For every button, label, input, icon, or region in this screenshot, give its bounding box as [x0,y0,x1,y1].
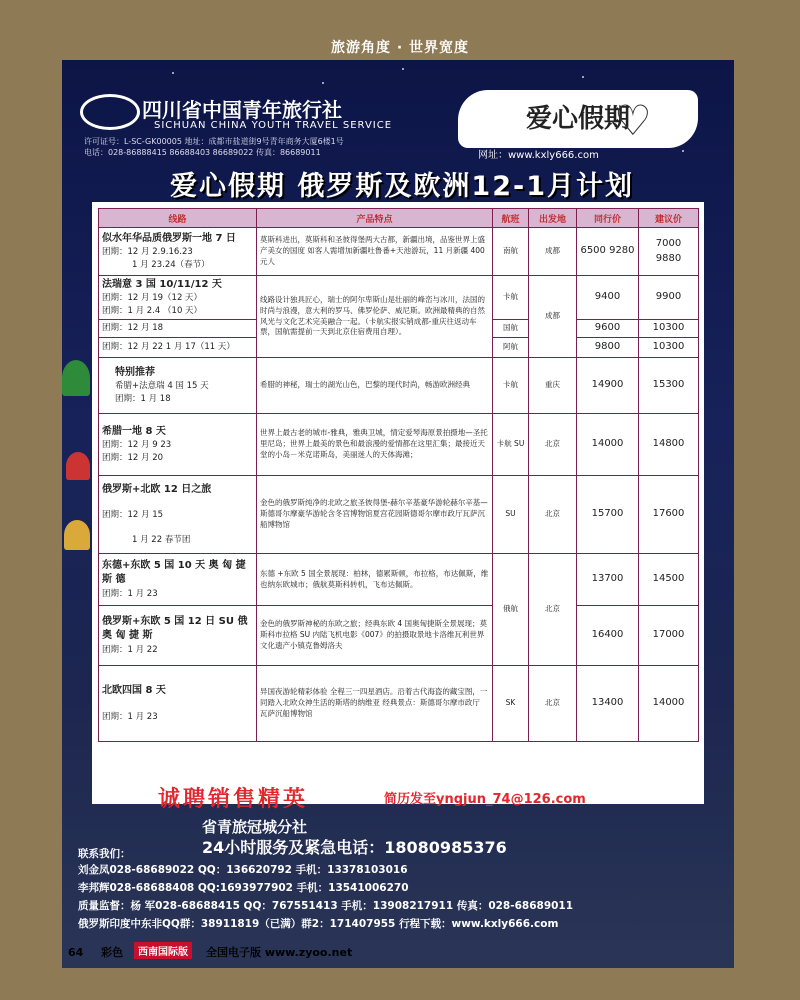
departure-dates: 1 月 23.24（春节） [132,259,210,270]
brand-logo: 爱心假期 [458,90,698,148]
license-line: 许可证号：L-SC-GK00005 地址：成都市盐道街9号青年商务大厦6楼1号 [84,137,344,146]
suggested-price-cell: 17600 [639,476,699,554]
dome-decoration [64,520,90,550]
departure-dates: 团期：1 月 23 [102,711,158,722]
dome-decoration [66,452,90,480]
departure-cell: 北京 [529,414,577,476]
edition-link[interactable]: 全国电子版 www.zyoo.net [206,946,353,959]
route-cell [99,554,257,606]
departure-cell: 北京 [529,554,577,666]
route-title: 俄罗斯+北欧 12 日之旅 [102,483,212,495]
table-header-row [99,209,699,228]
column-header: 同行价 [577,209,639,228]
peer-price-cell: 9600 [577,320,639,338]
departure-cell: 北京 [529,476,577,554]
contact-label: 联系我们： [78,848,131,860]
contact-line: 刘金凤028-68689022 QQ：136620792 手机：13378103016 [78,864,408,876]
schedule-table [98,208,699,742]
column-header: 产品特点 [257,209,493,228]
org-name-en: SICHUAN CHINA YOUTH TRAVEL SERVICE [154,120,393,131]
route-title: 法瑞意 3 国 10/11/12 天 [102,278,222,290]
star-decoration [322,82,324,84]
table-row [99,414,699,476]
departure-dates: 团期：1 月 22 [102,644,158,655]
flight-cell: 南航 [493,228,529,276]
route-title: 特别推荐 [115,366,155,378]
table-row [99,606,699,666]
table-row [99,358,699,414]
star-decoration [172,72,174,74]
suggested-price-cell: 15300 [639,358,699,414]
departure-cell: 重庆 [529,358,577,414]
features-cell: 金色的俄罗斯神秘的东欧之旅；经典东欧 4 国奥匈捷斯全景展现；莫斯科市拉格 SU 内陆飞机电影《007》的拍摄取景地卡洛维瓦利世界文化遗产小镇克鲁姆洛夫 [257,606,493,666]
suggested-price-cell: 10300 [639,338,699,358]
poster [62,60,734,968]
features-cell: 异国夜游轮精彩体验 全程三一四星酒店。沿着古代海盗的藏宝图，一同踏入北欧众神生活的斯塔的纳维亚 经典景点：斯德哥尔摩市政厅 瓦萨沉船博物馆 [257,666,493,742]
route-title: 北欧四国 8 天 [102,684,166,696]
dome-decoration [62,360,90,396]
peer-price-cell: 6500 9280 [577,228,639,276]
departure-dates: 团期：1 月 18 [115,393,171,404]
suggested-price-cell: 14800 [639,414,699,476]
departure-dates: 1 月 22 春节团 [132,535,191,546]
suggested-price-cell: 17000 [639,606,699,666]
schedule-table-panel [92,202,704,804]
route-cell [99,476,257,554]
flight-cell: 阿航 [493,338,529,358]
departure-dates: 团期：12 月 15 [102,510,164,521]
features-cell: 世界上最古老的城市-雅典，雅典卫城，情定爱琴海原景拍摄地—圣托里尼岛；世界上最美的景色和最浪漫的爱情都在这里汇集；最接近天堂的小岛－米克诺斯岛，美丽迷人的天体海滩； [257,414,493,476]
route-cell: 团期：12 月 18 [99,320,257,338]
star-decoration [582,76,584,78]
column-header: 出发地 [529,209,577,228]
features-cell: 线路设计独具匠心，瑞士的阿尔卑斯山是壮丽的峰峦与冰川，法国的时尚与浪漫，意大利的罗马、佛罗伦萨、威尼斯。欧洲最精典的自然风光与文化艺术完美融合一起。（卡航实报实销成都-重庆往返动车票，国航需提前一天到北京住宿费用自理）。 [257,276,493,358]
flight-cell: 卡航 SU [493,414,529,476]
suggested-price-cell: 14000 [639,666,699,742]
flight-cell: 卡航 [493,276,529,320]
features-cell: 东德 +东欧 5 国全景展现：柏林，德累斯顿，布拉格，布达佩斯，维也纳东欧城市；俄航莫斯科转机，飞布达佩斯。 [257,554,493,606]
features-cell: 金色的俄罗斯纯净的北欧之旅圣彼得堡-赫尔辛基豪华游轮赫尔辛基—斯德哥尔摩豪华游轮含冬宫博物馆夏宫花园斯德哥尔摩市政厅瓦萨沉船博物馆 [257,476,493,554]
route-title: 似水年华品质俄罗斯一地 7 日 [102,232,236,244]
column-header: 航班 [493,209,529,228]
peer-price-cell: 13400 [577,666,639,742]
route-cell [99,276,257,320]
departure-cell: 成都 [529,276,577,358]
column-header: 建议价 [639,209,699,228]
suggested-price-cell: 10300 [639,320,699,338]
peer-price-cell: 15700 [577,476,639,554]
table-row [99,476,699,554]
departure-cell: 北京 [529,666,577,742]
peer-price-cell: 14000 [577,414,639,476]
peer-price-cell: 14900 [577,358,639,414]
departure-cell: 成都 [529,228,577,276]
recruit-headline: 诚聘销售精英 [158,787,309,812]
features-cell: 莫斯科进出，莫斯科和圣彼得堡两大古都，新疆出境，品鉴世界上盛产美女的国度 如客人需增加新疆吐鲁番+天池游玩，11 月新疆 400 元人 [257,228,493,276]
suggested-price-cell: 7000 9880 [639,228,699,276]
column-header: 线路 [99,209,257,228]
org-name-cn: 四川省中国青年旅行社 [142,98,342,122]
star-decoration [402,68,404,70]
color-label: 彩色 [101,946,124,959]
edition-badge: 西南国际版 [134,942,192,959]
page-footer-number [68,944,123,960]
page-number: 64 [68,946,84,959]
hotline: 24小时服务及紧急电话：18080985376 [202,838,507,857]
branch-name: 省青旅冠城分社 [202,818,308,836]
departure-dates: 团期：1 月 23 [102,588,158,599]
main-title: 爱心假期 俄罗斯及欧洲12-1月计划 [170,171,634,202]
header-ribbon: 旅游角度 · 世界宽度 [330,40,470,56]
recruit-email[interactable]: 简历发至yngjun_74@126.com [384,792,586,807]
table-row [99,276,699,320]
contact-line: 俄罗斯印度中东非QQ群：38911819（已满）群2：171407955 行程下载：www.kxly666.com [78,918,559,930]
cyts-logo-icon [80,94,140,130]
website-link[interactable]: 网址：www.kxly666.com [478,150,599,161]
departure-dates: 团期：12 月 19（12 天） [102,293,203,304]
flight-cell: SK [493,666,529,742]
route-title: 俄罗斯+东欧 5 国 12 日 SU 俄 奥 匈 捷 斯 [102,615,248,642]
heart-icon: ♡ [614,96,652,145]
flight-cell: 卡航 [493,358,529,414]
phone-line: 电话：028-86888415 86688403 86689022 传真：86689011 [84,148,321,157]
route-cell [99,228,257,276]
flight-cell: 俄航 [493,554,529,666]
flight-cell: 国航 [493,320,529,338]
features-cell: 希腊的神秘，瑞士的湖光山色，巴黎的现代时尚，畅游欧洲经典 [257,358,493,414]
contact-line: 质量监督：杨 军028-68688415 QQ：767551413 手机：13908217911 传真：028-68689011 [78,900,574,912]
flight-cell: SU [493,476,529,554]
peer-price-cell: 9800 [577,338,639,358]
table-row [99,554,699,606]
route-cell: 团期：12 月 22 1 月 17（11 天） [99,338,257,358]
contact-line: 李邦辉028-68688408 QQ:1693977902 手机：13541006270 [78,882,409,894]
table-row [99,666,699,742]
suggested-price-cell: 14500 [639,554,699,606]
departure-dates: 团期：12 月 2.9.16.23 [102,247,193,258]
peer-price-cell: 13700 [577,554,639,606]
peer-price-cell: 9400 [577,276,639,320]
peer-price-cell: 16400 [577,606,639,666]
route-title: 希腊一地 8 天 [102,425,166,437]
route-cell [99,414,257,476]
departure-dates: 团期：12 月 9 23 [102,440,172,451]
route-cell [99,606,257,666]
departure-dates: 团期：1 月 2.4 （10 天） [102,305,203,316]
route-title: 东德+东欧 5 国 10 天 奥 匈 捷 斯 德 [102,559,246,586]
suggested-price-cell: 9900 [639,276,699,320]
star-decoration [682,150,684,152]
table-row [99,228,699,276]
route-subtitle: 希腊+法意瑞 4 国 15 天 [115,381,209,392]
route-cell [99,666,257,742]
route-cell [99,358,257,414]
departure-dates: 团期：12 月 20 [102,452,164,463]
